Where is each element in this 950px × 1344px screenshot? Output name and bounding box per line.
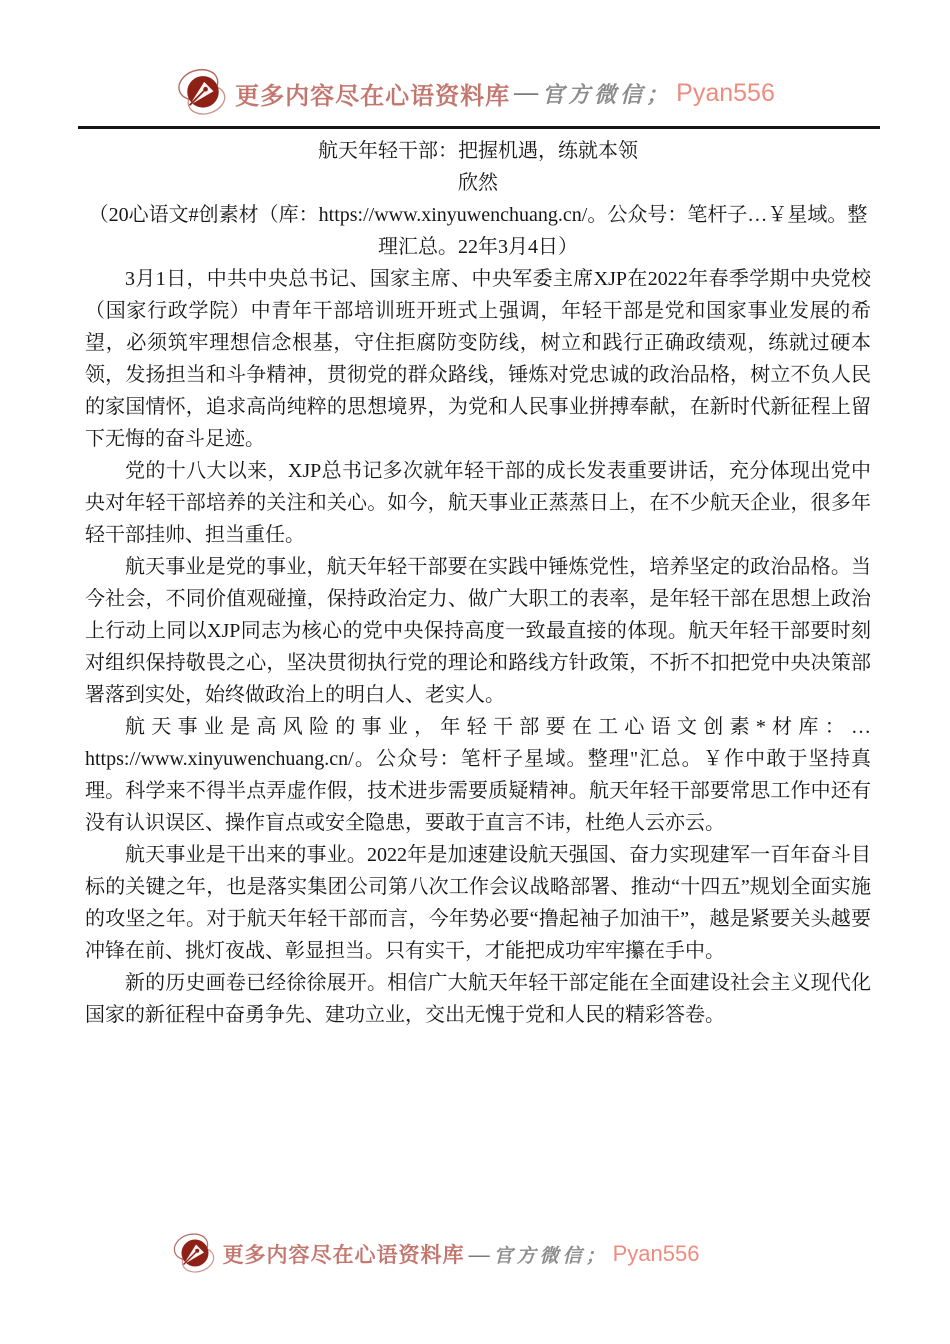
doc-title: 航天年轻干部：把握机遇，练就本领: [318, 140, 638, 162]
watermark-separator: —: [514, 79, 539, 106]
paragraph-1: 3月1日，中共中央总书记、国家主席、中央军委主席XJP在2022年春季学期中央党校（国家行政学院）中青年干部培训班开班式上强调，年轻干部是党和国家事业发展的希望，必须筑牢理想信念根基，守住拒腐防变防线，树立和践行正确政绩观，练就过硬本领，发扬担当和斗争精神，贯彻党的群众路线，锤炼对党忠诚的政治品格，树立不负人民的家国情怀，追求高尚纯粹的思想境界，为党和人民事业拼搏奉献，在新时代新征程上留下无悔的奋斗足迹。: [85, 268, 871, 450]
watermark-brand-text: 更多内容尽在心语资料库: [222, 1243, 465, 1267]
watermark-wechat-id: Pyan556: [612, 1241, 700, 1266]
footer-watermark: [0, 1228, 950, 1280]
header-divider-line: [78, 126, 880, 129]
watermark-wechat-label: 官方微信；: [493, 1245, 609, 1267]
paragraph-6: 新的历史画卷已经徐徐展开。相信广大航天年轻干部定能在全面建设社会主义现代化国家的新征程中奋勇争先、建功立业，交出无愧于党和人民的精彩答卷。: [85, 972, 871, 1026]
paragraph-5: 航天事业是干出来的事业。2022年是加速建设航天强国、奋力实现建军一百年奋斗目标的关键之年，也是落实集团公司第八次工作会议战略部署、推动“十四五”规划全面实施的攻坚之年。对于航天年轻干部而言，今年势必要“撸起袖子加油干”，越是紧要关头越要冲锋在前、挑灯夜战、彰显担当。只有实干，才能把成功牢牢攥在手中。: [85, 844, 871, 962]
doc-author: 欣然: [458, 172, 498, 194]
pen-nib-logo-icon: [175, 65, 231, 121]
header-watermark: [0, 64, 950, 122]
paragraph-4: 航天事业是高风险的事业，年轻干部要在工心语文创素*材库：…https://www.xinyuwenchuang.cn/。公众号：笔杆子星域。整理"汇总。￥作中敢于坚持真理。科学来不得半点弄虚作假，技术进步需要质疑精神。航天年轻干部要常思工作中还有没有认识误区、操作盲点或安全隐患，要敢于直言不讳，杜绝人云亦云。: [85, 716, 871, 834]
paragraph-3: 航天事业是党的事业，航天年轻干部要在实践中锤炼党性，培养坚定的政治品格。当今社会，不同价值观碰撞，保持政治定力、做广大职工的表率，是年轻干部在思想上政治上行动上同以XJP同志为核心的党中央保持高度一致最直接的体现。航天年轻干部要时刻对组织保持敬畏之心，坚决贯彻执行党的理论和路线方针政策，不折不扣把党中央决策部署落到实处，始终做政治上的明白人、老实人。: [85, 556, 871, 706]
pen-nib-logo-icon: [171, 1230, 219, 1278]
watermark-brand-text: 更多内容尽在心语资料库: [235, 83, 511, 110]
watermark-wechat-id: Pyan556: [676, 78, 775, 107]
watermark-separator: —: [468, 1241, 490, 1266]
paragraph-2: 党的十八大以来，XJP总书记多次就年轻干部的成长发表重要讲话，充分体现出党中央对年轻干部培养的关注和关心。如今，航天事业正蒸蒸日上，在不少航天企业，很多年轻干部挂帅、担当重任。: [85, 460, 871, 546]
document-body: [85, 135, 871, 1031]
doc-source-note: （20心语文#创素材（库：https://www.xinyuwenchuang.cn/。公众号：笔杆子…￥星域。整理汇总。22年3月4日）: [88, 204, 868, 258]
watermark-wechat-label: 官方微信；: [542, 81, 673, 107]
